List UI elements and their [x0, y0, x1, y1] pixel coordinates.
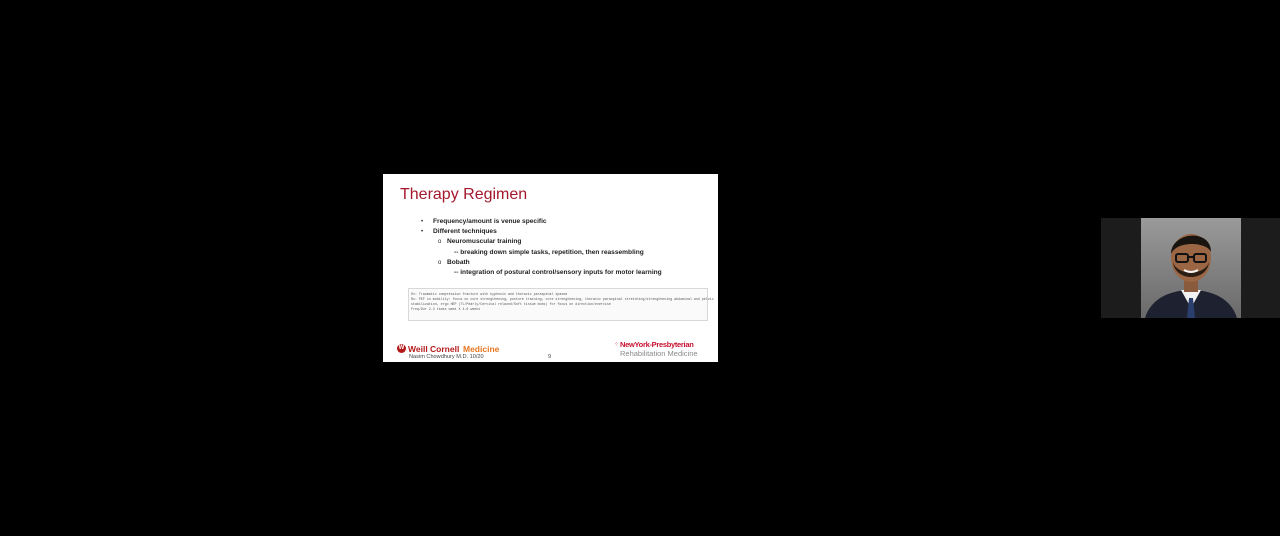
- participant-video-tile[interactable]: [1101, 218, 1280, 318]
- nyp-wordmark: NewYork-Presbyterian: [620, 340, 694, 349]
- sub-bullet-detail: -- breaking down simple tasks, repetition, then reassembling: [454, 249, 644, 256]
- author-date: Nasim Chowdhury M.D. 10/20: [409, 354, 484, 360]
- note-line: Dx: Traumatic compression fracture with kyphosis and thoracic paraspinal spasms: [411, 292, 568, 296]
- bullet-item: Frequency/amount is venue specific: [433, 218, 547, 225]
- sub-bullet-detail: -- integration of postural control/sensory inputs for motor learning: [454, 269, 662, 276]
- bullet-item: Different techniques: [433, 228, 497, 235]
- weill-cornell-wordmark: Weill Cornell: [408, 344, 460, 354]
- clinical-note-box: [408, 288, 714, 321]
- note-line: Rx: PEF in mobility: focus on core strengthening, posture training, core strengthening, thoracic paraspinal stretching/strengthening abdominal and pelvic: [411, 297, 714, 301]
- note-line: stabilization, ergo HEP (TL/Pearly/Cervical relaxed/Soft tissue mobs) for focus on direction/exercise: [411, 302, 611, 306]
- person-portrait-icon: [1141, 218, 1241, 318]
- rehabilitation-medicine-wordmark: Rehabilitation Medicine: [620, 349, 698, 358]
- bullet-marker: •: [421, 229, 424, 235]
- sub-bullet-marker: o: [438, 260, 442, 266]
- weill-cornell-emblem-icon: W: [398, 345, 405, 351]
- sub-bullet-marker: o: [438, 239, 442, 245]
- sub-bullet-item: Bobath: [447, 259, 470, 266]
- medicine-wordmark: Medicine: [463, 344, 500, 354]
- participant-video-frame: [1141, 218, 1241, 318]
- presentation-slide: [383, 174, 718, 362]
- slide-number: 9: [548, 354, 552, 360]
- slide-title: Therapy Regimen: [400, 186, 528, 203]
- nyp-rehabilitation-logo: [614, 340, 710, 360]
- nyp-mark-icon: ⁘: [614, 342, 620, 348]
- sub-bullet-item: Neuromuscular training: [447, 238, 522, 245]
- bullet-marker: •: [421, 219, 424, 225]
- note-line: Freq/Dur 2-3 times week X 4-6 weeks: [411, 307, 481, 311]
